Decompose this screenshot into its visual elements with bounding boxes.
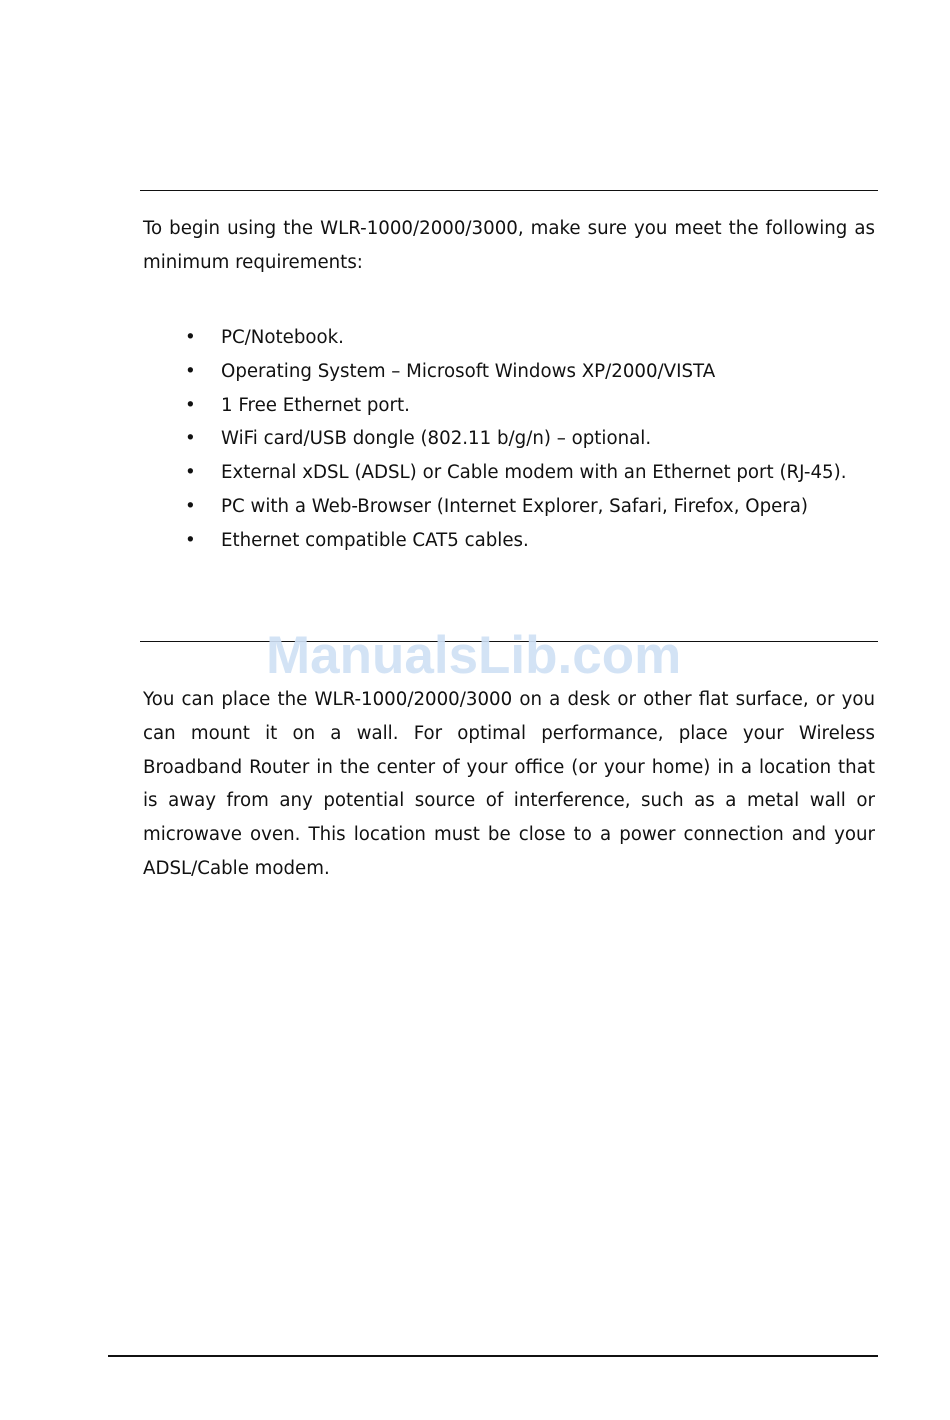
watermark-logo: ManualsLib.com: [266, 626, 682, 685]
bullet-icon: •: [185, 495, 196, 517]
list-item-text: External xDSL (ADSL) or Cable modem with an Ethernet port (RJ-45).: [221, 462, 847, 484]
list-item: [143, 355, 883, 389]
list-item: [143, 422, 883, 456]
section-divider-top: [140, 190, 878, 191]
list-item-text: Ethernet compatible CAT5 cables.: [221, 529, 529, 551]
placement-paragraph: You can place the WLR-1000/2000/3000 on a desk or other flat surface, or you can mount it on a wall. For optimal performance, place your Wireless Broadband Router in the center of your office (or your home) in a location that is away from any potential source of interference, such as a metal wall or microwave oven. This location must be close to a power connection and your ADSL/Cable modem.: [143, 689, 875, 879]
list-item-text: PC/Notebook.: [221, 327, 344, 348]
list-item-text: WiFi card/USB dongle (802.11 b/g/n) – optional.: [221, 428, 652, 450]
list-item: [143, 490, 883, 524]
list-item-text: PC with a Web-Browser (Internet Explorer, Safari, Firefox, Opera): [221, 495, 809, 517]
requirements-list: [143, 321, 883, 558]
list-item: [143, 456, 883, 490]
list-item: [143, 389, 883, 423]
list-item-text: 1 Free Ethernet port.: [221, 394, 410, 416]
bullet-icon: •: [185, 529, 196, 551]
bullet-icon: •: [185, 327, 196, 348]
bullet-icon: •: [185, 462, 196, 484]
bullet-icon: •: [185, 428, 196, 450]
list-item: [143, 524, 883, 558]
bullet-icon: •: [185, 394, 196, 416]
list-item-text: Operating System – Microsoft Windows XP/2000/VISTA: [221, 360, 716, 382]
bullet-icon: •: [185, 360, 196, 382]
footer-divider: [108, 1355, 878, 1357]
requirements-intro-paragraph: To begin using the WLR-1000/2000/3000, make sure you meet the following as minimum requirements:: [143, 218, 875, 273]
list-item: [143, 321, 883, 355]
